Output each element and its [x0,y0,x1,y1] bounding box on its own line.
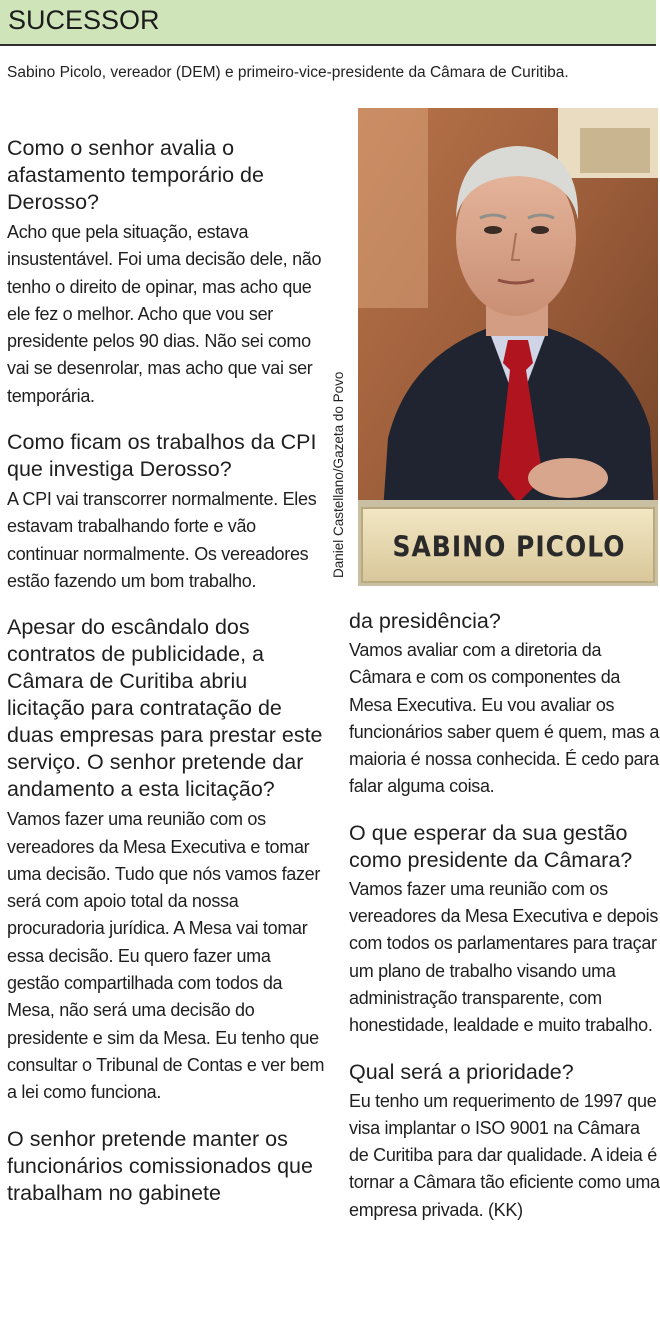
qa-block [7,614,325,1106]
question: Como ficam os trabalhos da CPI que investiga Derosso? [7,430,317,482]
nameplate-text: SABINO PICOLO [392,529,626,564]
question: O que esperar da sua gestão como presidente da Câmara? [349,820,633,872]
section-header [0,0,656,46]
section-title: SUCESSOR [8,5,160,35]
answer: A CPI vai transcorrer normalmente. Eles estavam trabalhando forte e vão continuar normalmente. Os vereadores estão fazendo um bom trabalho. [7,489,317,591]
right-column [349,608,660,1224]
portrait-illustration [358,108,658,586]
question: Como o senhor avalia o afastamento temporário de Derosso? [7,136,264,214]
photo-credit: Daniel Castellano/Gazeta do Povo [331,371,346,578]
qa-block [349,1059,660,1224]
portrait-photo [358,108,658,586]
question: Apesar do escândalo dos contratos de publicidade, a Câmara de Curitiba abriu licitação para contratação de duas empresas para prestar este serviço. O senhor pretende dar andamento a esta licitação? [7,615,323,802]
question: O senhor pretende manter os funcionários comissionados que trabalham no gabinete [7,1126,313,1205]
qa-block [349,820,660,1040]
question: Qual será a prioridade? [349,1059,574,1084]
qa-block [349,608,660,801]
answer: Eu tenho um requerimento de 1997 que visa implantar o ISO 9001 na Câmara de Curitiba para dar qualidade. A ideia é tornar a Câmara tão eficiente como uma empresa privada. (KK) [349,1090,660,1220]
answer: Vamos fazer uma reunião com os vereadores da Mesa Executiva e depois com todos os parlamentares para traçar um plano de trabalho visando uma administração transparente, com honestidade, lealdade e muito trabalho. [349,878,659,1036]
subtitle: Sabino Picolo, vereador (DEM) e primeiro-vice-presidente da Câmara de Curitiba. [7,64,569,81]
question: da presidência? [349,609,501,633]
answer: Acho que pela situação, estava insustentável. Foi uma decisão dele, não tenho o direito de opinar, mas acho que ele fez o melhor. Acho que vou ser presidente pelos 90 dias. Não sei como vai se desenrolar, mas acho que vai ser temporária. [7,222,322,406]
qa-block [7,429,325,595]
qa-block [7,135,325,410]
answer: Vamos avaliar com a diretoria da Câmara e com os componentes da Mesa Executiva. Eu vou avaliar os funcionários saber quem é quem, mas a maioria é nossa conhecida. É cedo para falar alguma coisa. [349,640,660,797]
qa-block [7,1126,325,1207]
left-column [7,135,325,1207]
answer: Vamos fazer uma reunião com os vereadores da Mesa Executiva e tomar uma decisão. Tudo que nós vamos fazer será com apoio total da nossa procuradoria jurídica. A Mesa vai tomar essa decisão. Eu quero fazer uma gestão compartilhada com todos da Mesa, não será uma decisão do presidente e sim da Mesa. Eu tenho que consultar o Tribunal de Contas e ver bem a lei como funciona. [7,809,325,1103]
